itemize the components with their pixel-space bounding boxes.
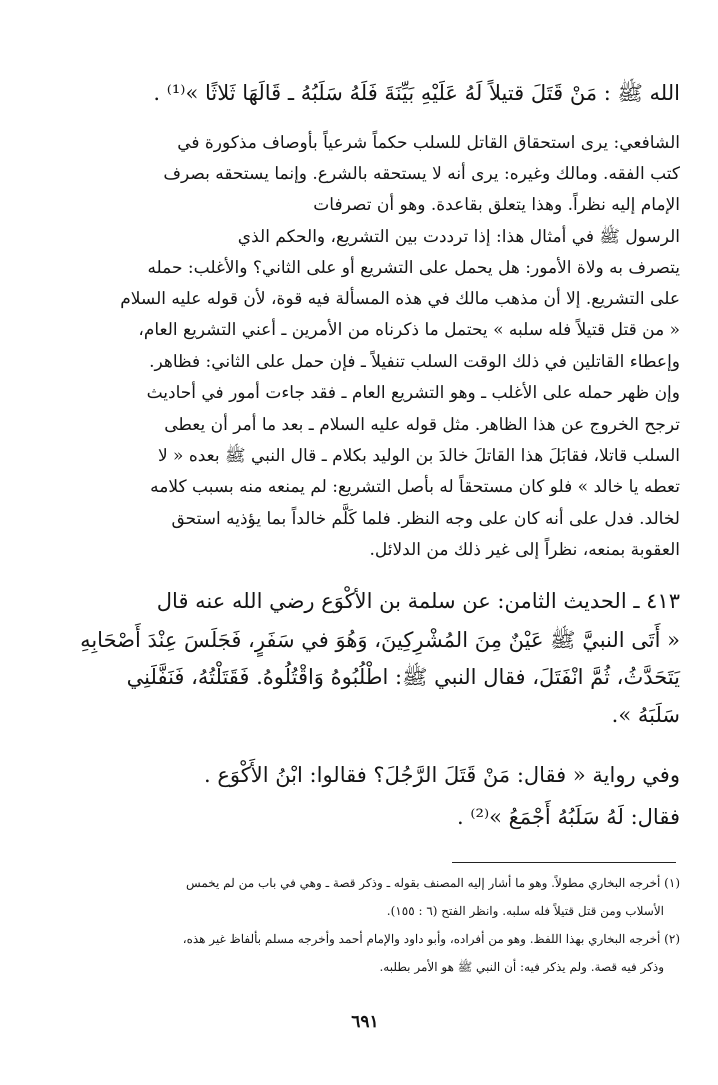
hadith-text-line: سَلَبَهُ ».: [611, 703, 680, 727]
hadith-text-line: فقال: لَهُ سَلَبُهُ أَجْمَعُ »⁽²⁾ .: [457, 805, 680, 829]
footnote-line: وذكر فيه قصة. ولم يذكر فيه: أن النبي ﷺ هو الأمر بطلبه.: [379, 960, 664, 974]
footnote-divider: [452, 862, 676, 863]
commentary-line: « من قتل قتيلاً فله سلبه » يحتمل ما ذكرناه من الأمرين ـ أعني التشريع العام،: [138, 320, 680, 340]
commentary-line: تعطه يا خالد » فلو كان مستحقاً له بأصل التشريع: لم يمنعه منه بسبب كلامه: [150, 477, 680, 497]
commentary-line: كتب الفقه. ومالك وغيره: يرى أنه لا يستحقه بالشرع. وإنما يستحقه بصرف: [163, 164, 680, 184]
commentary-line: العقوبة بمنعه، نظراً إلى غير ذلك من الدلائل.: [369, 540, 680, 560]
commentary-line: الإمام إليه نظراً. وهذا يتعلق بقاعدة. وهو أن تصرفات: [313, 195, 680, 215]
footnote-line: الأسلاب ومن قتل قتيلاً فله سلبه. وانظر الفتح (٦ : ١٥٥).: [386, 904, 664, 918]
hadith-heading-line: ٤١٣ ـ الحديث الثامن: عن سلمة بن الأكْوَع رضي الله عنه قال: [156, 589, 680, 613]
footnote-line: (٢) أخرجه البخاري بهذا اللفظ. وهو من أفراده، وأبو داود والإمام أحمد وأخرجه مسلم بألفاظ غير هذه،: [182, 932, 680, 946]
hadith-text-line: يَتَحَدَّثُ، ثُمَّ انْفَتَلَ، فقال النبي ﷺ: اطْلُبُوهُ وَاقْتُلُوهُ. فَقَتَلْتُهُ، فَنَفَّلَنِي: [126, 665, 680, 689]
commentary-line: يتصرف به ولاة الأمور: هل يحمل على التشريع أو على الثاني؟ والأغلب: حمله: [147, 258, 680, 278]
commentary-line: وإعطاء القاتلين في ذلك الوقت السلب تنفيلاً ـ فإن حمل على الثاني: فظاهر.: [149, 352, 680, 372]
hadith-text-line: « أَتَى النبيَّ ﷺ عَيْنٌ مِنَ المُشْرِكِينَ، وَهُوَ في سَفَرٍ، فَجَلَسَ عِنْدَ أَصْحَابِهِ: [80, 628, 680, 652]
commentary-line: ترجح الخروج عن هذا الظاهر. مثل قوله عليه السلام ـ بعد ما أمر أن يعطى: [164, 415, 680, 435]
commentary-line: على التشريع. إلا أن مذهب مالك في هذه المسألة فيه قوة، لأن قوله عليه السلام: [120, 289, 680, 309]
page-number: ٦٩١: [351, 1012, 379, 1032]
commentary-line: وإن ظهر حمله على الأغلب ـ وهو التشريع العام ـ فقد جاءت أمور في أحاديث: [146, 383, 680, 403]
commentary-line: السلب قاتلا، فقابَلَ هذا القاتلَ خالدَ بن الوليد بكلام ـ قال النبي ﷺ بعده « لا: [157, 446, 680, 466]
hadith-text-line: وفي رواية « فقال: مَنْ قَتَلَ الرَّجُلَ؟ فقالوا: ابْنُ الأَكْوَع .: [203, 763, 680, 787]
commentary-line: الرسول ﷺ في أمثال هذا: إذا ترددت بين التشريع، والحكم الذي: [237, 227, 680, 247]
commentary-line: الشافعي: يرى استحقاق القاتل للسلب حكماً شرعياً بأوصاف مذكورة في: [177, 133, 680, 153]
commentary-line: لخالد. فدل على أنه كان على وجه النظر. فلما كَلَّم خالداً بما يؤذيه استحق: [171, 509, 680, 529]
footnote-line: (١) أخرجه البخاري مطولاً. وهو ما أشار إليه المصنف بقوله ـ وذكر قصة ـ وهي في باب من لم يخمس: [186, 876, 680, 890]
hadith-continuation-line: الله ﷺ : مَنْ قَتَلَ قتيلاً لَهُ عَلَيْهِ بَيِّنَةَ فَلَهُ سَلَبُهُ ـ قَالَهَا ثَلاثًا »⁽¹⁾ .: [153, 81, 680, 105]
